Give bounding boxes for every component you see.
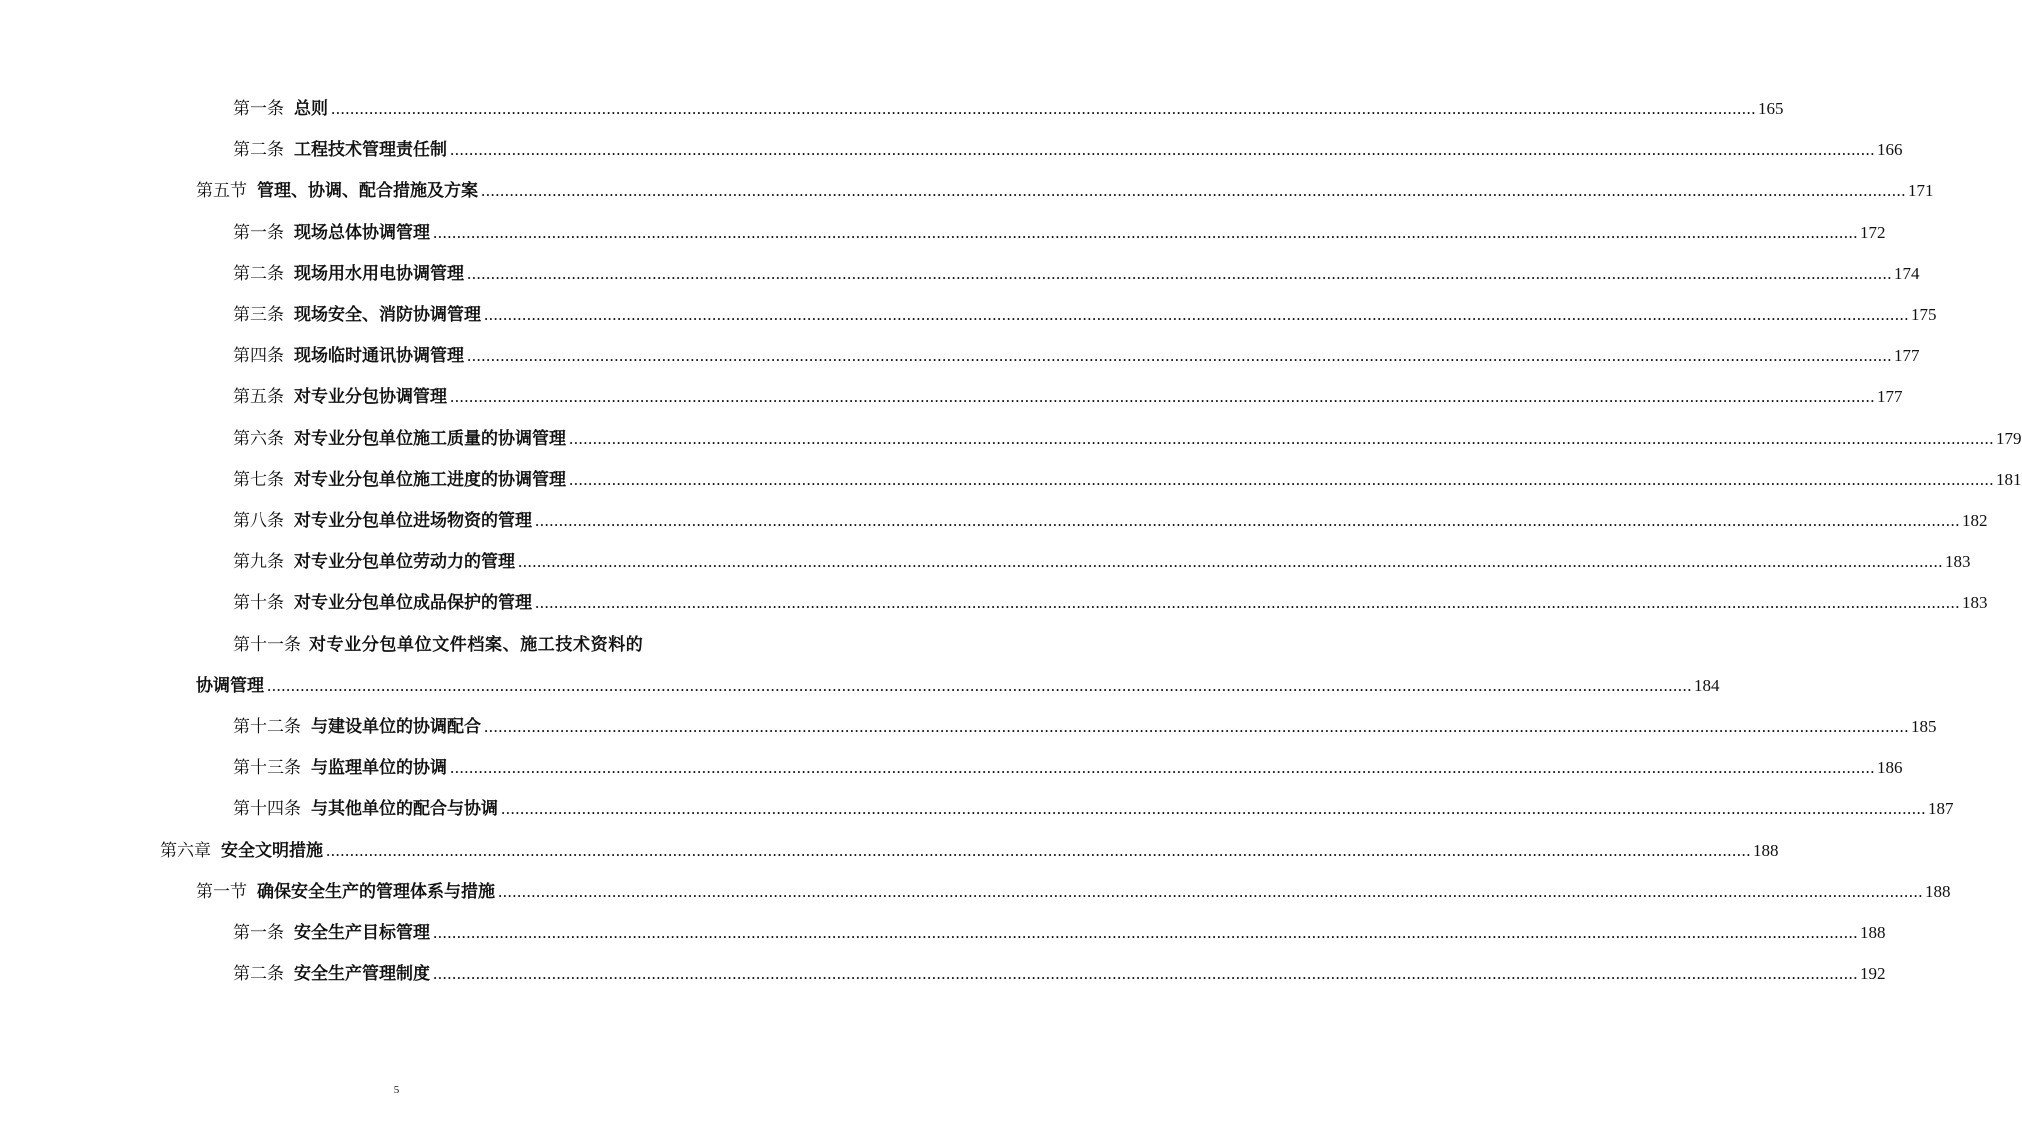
toc-entry[interactable]	[233, 304, 1937, 326]
toc-entry-title: 对专业分包单位成品保护的管理	[294, 593, 532, 614]
toc-entry[interactable]	[233, 592, 1988, 614]
toc-entry[interactable]	[233, 716, 1937, 738]
toc-entry-title: 现场安全、消防协调管理	[294, 305, 481, 325]
leader-dots: ............................................................................................................................................................................................................................................................................................................	[467, 263, 1892, 283]
toc-entry-page: 182	[1962, 511, 1988, 530]
toc-entry-title: 现场临时通讯协调管理	[294, 346, 464, 367]
toc-entry-page: 183	[1962, 593, 1988, 613]
toc-entry[interactable]	[233, 386, 1903, 408]
toc-entry-number: 第二条	[233, 964, 284, 985]
toc-entry-page: 177	[1877, 387, 1903, 407]
toc-entry[interactable]	[233, 139, 1903, 161]
toc-entry-number: 第五条	[233, 387, 284, 408]
toc-entry-page: 177	[1894, 346, 1920, 366]
toc-entry-number: 第十条	[233, 593, 284, 614]
toc-entry[interactable]	[233, 222, 1886, 244]
toc-entry-page: 185	[1911, 717, 1937, 736]
toc-entry-number: 第七条	[233, 469, 284, 490]
toc-entry[interactable]	[233, 963, 1886, 985]
toc-entry-title: 对专业分包单位施工进度的协调管理	[294, 469, 566, 490]
toc-entry[interactable]	[196, 180, 1934, 202]
leader-dots: ............................................................................................................................................................................................................................................................................................................	[450, 758, 1875, 778]
leader-dots: ............................................................................................................................................................................................................................................................................................................	[569, 428, 1994, 448]
toc-entry-page: 175	[1911, 305, 1937, 324]
leader-dots: ............................................................................................................................................................................................................................................................................................................	[484, 717, 1909, 736]
leader-dots: ............................................................................................................................................................................................................................................................................................................	[331, 99, 1756, 118]
toc-entry-title: 总则	[294, 99, 328, 119]
toc-entry-number: 第十一条	[233, 634, 301, 655]
toc-entry-number: 第一条	[233, 923, 284, 943]
toc-entry[interactable]	[233, 345, 1920, 367]
toc-entry-page: 181	[1996, 469, 2022, 489]
toc-entry-page: 165	[1758, 99, 1784, 118]
toc-entry-title: 工程技术管理责任制	[294, 140, 447, 161]
toc-entry[interactable]	[160, 840, 1779, 862]
toc-entry[interactable]	[233, 469, 2022, 491]
toc-entry-title: 对专业分包单位文件档案、施工技术资料的	[309, 634, 644, 655]
toc-entry-number: 第十三条	[233, 758, 301, 779]
toc-entry-number: 第九条	[233, 552, 284, 573]
toc-entry-number: 第二条	[233, 140, 284, 161]
leader-dots: ............................................................................................................................................................................................................................................................................................................	[450, 140, 1875, 160]
page-number: 5	[393, 1084, 400, 1096]
toc-entry[interactable]	[233, 798, 1954, 820]
toc-entry-page: 188	[1925, 881, 1951, 901]
toc-entry[interactable]	[233, 551, 1971, 573]
toc-entry-page: 188	[1860, 923, 1886, 942]
leader-dots: ............................................................................................................................................................................................................................................................................................................	[535, 593, 1960, 613]
toc-entry-page: 187	[1928, 799, 1954, 819]
toc-entry-number: 第十二条	[233, 717, 301, 737]
leader-dots: ............................................................................................................................................................................................................................................................................................................	[467, 346, 1892, 366]
toc-entry-number: 第三条	[233, 305, 284, 325]
toc-entry-page: 188	[1753, 840, 1779, 860]
toc-entry-title: 与其他单位的配合与协调	[311, 799, 498, 820]
toc-entry-page: 179	[1996, 428, 2022, 448]
toc-entry-number: 第八条	[233, 511, 284, 531]
toc-entry-number: 第六条	[233, 428, 284, 449]
toc-entry-title: 现场用水用电协调管理	[294, 263, 464, 284]
toc-entry-title: 对专业分包单位劳动力的管理	[294, 552, 515, 573]
toc-entry-number: 第六章	[160, 840, 211, 861]
leader-dots: ............................................................................................................................................................................................................................................................................................................	[518, 552, 1943, 572]
toc-entry-page: 184	[1694, 675, 1720, 695]
toc-entry-title: 对专业分包协调管理	[294, 387, 447, 408]
toc-entry-number: 第一节	[196, 881, 247, 902]
toc-entry-number: 第五节	[196, 181, 247, 202]
toc-entry-title: 对专业分包单位施工质量的协调管理	[294, 428, 566, 449]
toc-entry-heading[interactable]	[233, 634, 643, 656]
toc-entry[interactable]	[233, 98, 1784, 120]
toc-entry-title: 与监理单位的协调	[311, 758, 447, 779]
toc-entry[interactable]	[233, 510, 1988, 532]
toc-entry-number: 第四条	[233, 346, 284, 367]
leader-dots: ............................................................................................................................................................................................................................................................................................................	[535, 511, 1960, 530]
toc-entry-page: 171	[1908, 181, 1934, 201]
leader-dots: ............................................................................................................................................................................................................................................................................................................	[433, 923, 1858, 942]
toc-entry-page: 192	[1860, 964, 1886, 984]
leader-dots: ............................................................................................................................................................................................................................................................................................................	[498, 881, 1923, 901]
leader-dots: ............................................................................................................................................................................................................................................................................................................	[501, 799, 1926, 819]
leader-dots: ............................................................................................................................................................................................................................................................................................................	[326, 840, 1751, 860]
leader-dots: ............................................................................................................................................................................................................................................................................................................	[433, 222, 1858, 242]
leader-dots: ............................................................................................................................................................................................................................................................................................................	[267, 675, 1692, 695]
toc-entry[interactable]	[196, 881, 1951, 903]
toc-entry-page: 186	[1877, 758, 1903, 778]
toc-entry-title: 安全生产目标管理	[294, 923, 430, 943]
leader-dots: ............................................................................................................................................................................................................................................................................................................	[433, 964, 1858, 984]
leader-dots: ............................................................................................................................................................................................................................................................................................................	[484, 305, 1909, 324]
toc-entry-page: 174	[1894, 263, 1920, 283]
toc-entry[interactable]	[233, 263, 1920, 285]
toc-entry-title: 安全文明措施	[221, 840, 323, 861]
toc-entry-page: 172	[1860, 222, 1886, 242]
toc-entry[interactable]	[233, 922, 1886, 944]
toc-entry-number: 第十四条	[233, 799, 301, 820]
toc-entry-title: 与建设单位的协调配合	[311, 717, 481, 737]
toc-entry-title: 现场总体协调管理	[294, 222, 430, 243]
toc-entry-number: 第一条	[233, 222, 284, 243]
toc-entry[interactable]	[233, 428, 2022, 450]
toc-entry-title: 管理、协调、配合措施及方案	[257, 181, 478, 202]
toc-entry-title-continuation: 协调管理	[196, 675, 264, 696]
toc-entry-number: 第一条	[233, 99, 284, 119]
leader-dots: ............................................................................................................................................................................................................................................................................................................	[481, 181, 1906, 201]
leader-dots: ............................................................................................................................................................................................................................................................................................................	[450, 387, 1875, 407]
toc-entry-title: 对专业分包单位进场物资的管理	[294, 511, 532, 531]
toc-entry[interactable]	[233, 757, 1903, 779]
toc-entry[interactable]	[196, 675, 1720, 697]
toc-entry-page: 166	[1877, 140, 1903, 160]
toc-entry-page: 183	[1945, 552, 1971, 572]
toc-entry-number: 第二条	[233, 263, 284, 284]
toc-entry-title: 安全生产管理制度	[294, 964, 430, 985]
leader-dots: ............................................................................................................................................................................................................................................................................................................	[569, 469, 1994, 489]
toc-entry-title: 确保安全生产的管理体系与措施	[257, 881, 495, 902]
